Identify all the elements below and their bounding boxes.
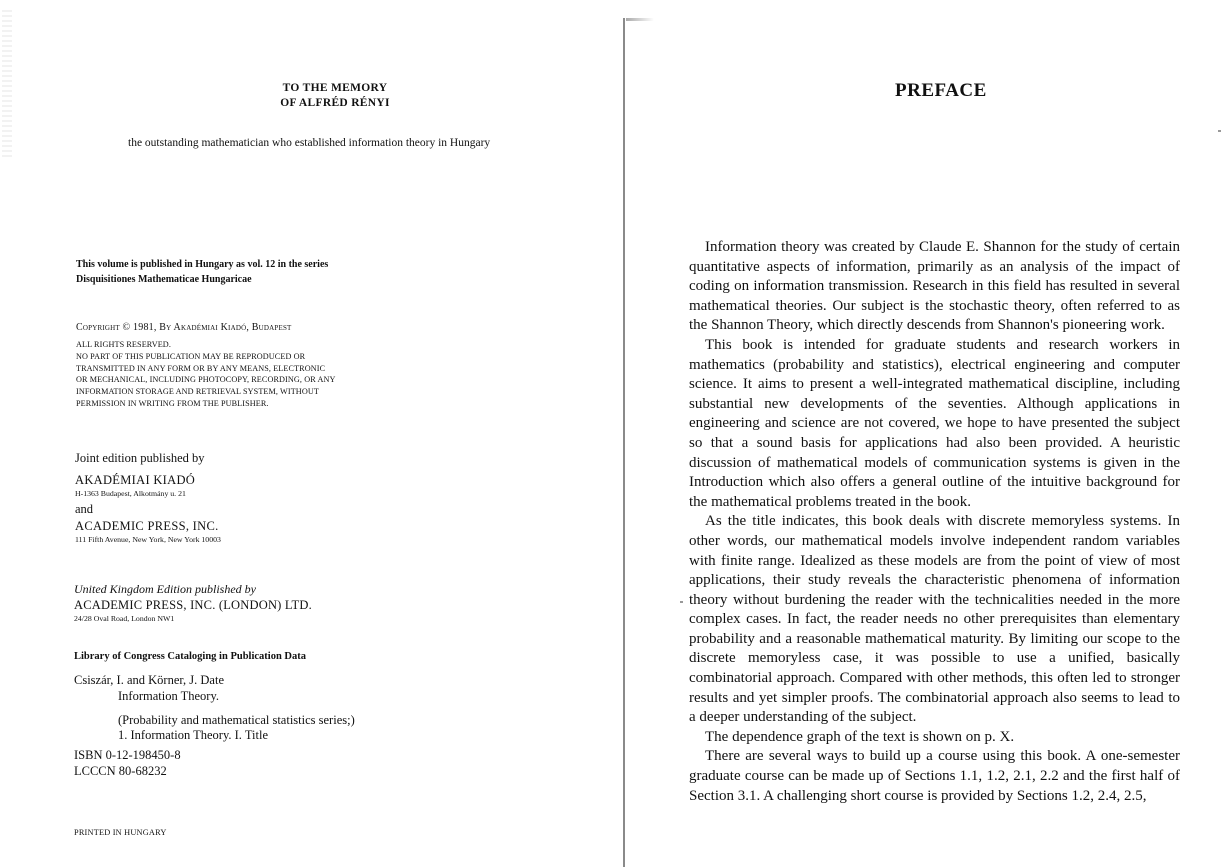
printed-in-note: PRINTED IN HUNGARY xyxy=(74,828,167,837)
scan-speck xyxy=(680,601,683,603)
preface-body xyxy=(689,238,1180,806)
dedication-line-2: OF ALFRÉD RÉNYI xyxy=(280,97,390,109)
rights-line: OR MECHANICAL, INCLUDING PHOTOCOPY, RECORDING, OR ANY xyxy=(76,375,336,385)
rights-line: INFORMATION STORAGE AND RETRIEVAL SYSTEM, WITHOUT xyxy=(76,387,319,397)
book-gutter xyxy=(623,18,625,867)
rights-line: TRANSMITTED IN ANY FORM OR BY ANY MEANS, ELECTRONIC xyxy=(76,363,326,373)
series-note-line-1: This volume is published in Hungary as vol. 12 in the series xyxy=(76,259,329,270)
uk-publisher-address: 24/28 Oval Road, London NW1 xyxy=(74,614,175,623)
cataloging-authors: Csiszár, I. and Körner, J. Date xyxy=(74,673,224,687)
dedication-subline: the outstanding mathematician who established information theory in Hungary xyxy=(128,137,491,149)
isbn: ISBN 0-12-198450-8 xyxy=(74,748,181,762)
rights-notice xyxy=(76,339,336,410)
publisher-akademiai: AKADÉMIAI KIADÓ xyxy=(75,473,196,487)
uk-edition-heading: United Kingdom Edition published by xyxy=(74,582,256,596)
gutter-scan-mark xyxy=(626,18,654,21)
series-note xyxy=(76,257,328,287)
preface-paragraph: This book is intended for graduate students and research workers in mathematics (probability and statistics), electrical engineering and computer science. It aims to present a well-integrated mathematical discipline, including substantial new developments of the seventies. Although applications in engineering and science are not covered, we hope to have presented the subject so that a sound basis for applications had also been provided. A heuristic discussion of mathematical models of communication systems is given in the Introduction which also offers a general outline of the intuitive background for the mathematical problems treated in the book. xyxy=(689,336,1180,510)
preface-paragraph: As the title indicates, this book deals with discrete memoryless systems. In other words, our mathematical models involve independent random variables with finite range. Idealized as these models are from the point of view of most applications, their study reveals the characteristic phenomena of information theory without burdening the reader with the technicalities needed in the more complex cases. In fact, the reader needs no other prerequisites than elementary probability and a reasonable mathematical maturity. By limiting our scope to the discrete memoryless case, it was possible to use a unified, basically combinatorial approach. Compared with other methods, this often led to stronger results and yet simpler proofs. The combinatorial approach also seems to lead to a deeper understanding of the subject. xyxy=(689,513,1180,726)
cataloging-series: (Probability and mathematical statistics series;) xyxy=(118,713,355,727)
scan-speck xyxy=(1218,130,1221,132)
series-note-line-2: Disquisitiones Mathematicae Hungaricae xyxy=(76,274,252,285)
cataloging-subjects: 1. Information Theory. I. Title xyxy=(118,728,268,742)
preface-paragraph: There are several ways to build up a course using this book. A one-semester graduate course can be made up of Sections 1.1, 1.2, 2.1, 2.2 and the first half of Section 3.1. A challenging short course is provided by Sections 1.2, 2.4, 2.5, xyxy=(689,748,1180,804)
conjunction-and: and xyxy=(75,502,94,516)
publisher-academic-press: ACADEMIC PRESS, INC. xyxy=(75,519,219,533)
publisher-academic-press-address: 111 Fifth Avenue, New York, New York 10003 xyxy=(75,535,221,544)
joint-edition-heading: Joint edition published by xyxy=(75,451,205,465)
uk-publisher: ACADEMIC PRESS, INC. (LONDON) LTD. xyxy=(74,598,312,612)
dedication xyxy=(0,81,670,111)
preface-paragraph: Information theory was created by Claude E. Shannon for the study of certain quantitative aspects of information, primarily as an analysis of the impact of coding on information transmission. Research in this field has resulted in several mathematical theories. Our subject is the stochastic theory, often referred to as the Shannon Theory, which directly descends from Shannon's pioneering work. xyxy=(689,239,1180,334)
copyright-line: Copyright © 1981, By Akadémiai Kiadó, Budapest xyxy=(76,322,292,333)
lccn: LCCCN 80-68232 xyxy=(74,764,167,778)
rights-line: NO PART OF THIS PUBLICATION MAY BE REPRODUCED OR xyxy=(76,351,306,361)
publisher-akademiai-address: H-1363 Budapest, Alkotmány u. 21 xyxy=(75,489,186,498)
dedication-line-1: TO THE MEMORY xyxy=(282,82,388,94)
rights-line: ALL RIGHTS RESERVED. xyxy=(76,340,171,349)
cataloging-heading: Library of Congress Cataloging in Publication Data xyxy=(74,651,306,662)
cataloging-title: Information Theory. xyxy=(118,689,220,703)
preface-paragraph: The dependence graph of the text is shown on p. X. xyxy=(705,728,1015,745)
rights-line: PERMISSION IN WRITING FROM THE PUBLISHER. xyxy=(76,398,269,408)
preface-title: PREFACE xyxy=(895,80,987,101)
